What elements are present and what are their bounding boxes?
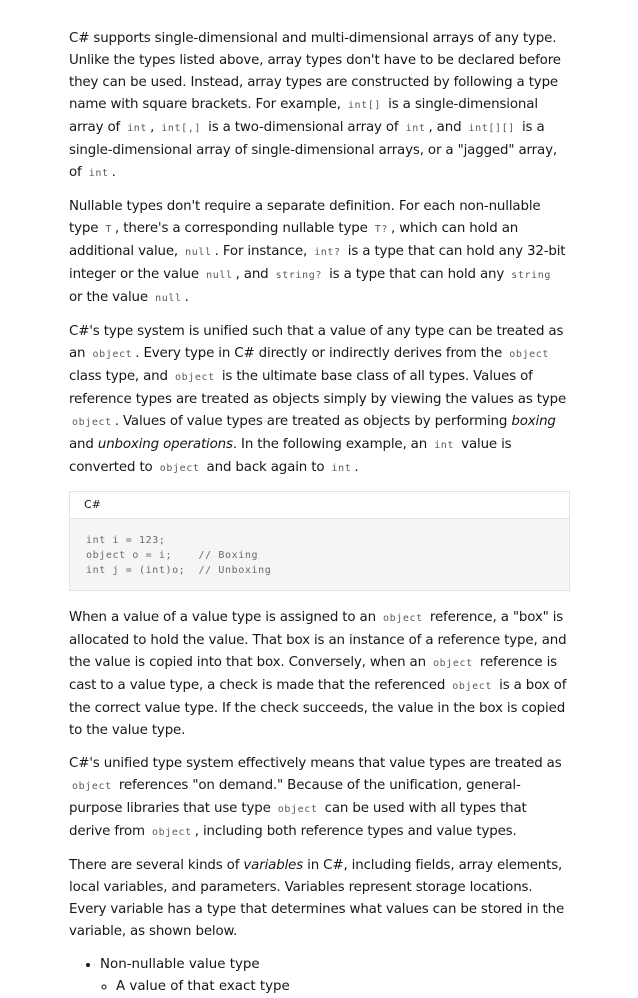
text: or the value — [69, 290, 153, 305]
inline-code: null — [206, 270, 233, 281]
inline-code: int — [127, 123, 148, 134]
inline-code: int — [405, 123, 426, 134]
inline-code: T? — [374, 224, 389, 235]
text: . Every type in C# directly or indirectly derives from the — [135, 346, 507, 361]
inline-code: int — [88, 168, 109, 179]
emphasis: variables — [243, 858, 304, 873]
text: Nullable types don't require a separate definition. For each non-nullable type — [69, 199, 541, 236]
sub-list — [100, 976, 570, 998]
text: , there's a corresponding nullable type — [115, 221, 372, 236]
text: reference, a "box" is allocated to hold the value. That box is an instance of a reference type, and the value is copied into that box. Conversely, when an — [69, 610, 567, 670]
text: is a type that can hold any 32-bit integer or the value — [69, 244, 566, 282]
text: value is converted to — [69, 437, 512, 475]
inline-code: object — [452, 681, 493, 692]
paragraph-nullable — [69, 196, 570, 310]
text: is a box of the correct value type. If the check succeeds, the value in the box is copied to the value type. — [69, 678, 567, 738]
text: , including both reference types and value types. — [194, 824, 517, 839]
inline-code: int — [434, 440, 455, 451]
text: , — [150, 120, 159, 135]
text: is a single-dimensional array of — [69, 97, 538, 135]
text: in C#, including fields, array elements, local variables, and parameters. Variables represent storage locations. Every variable has a type that determines what values can be stored in the variable, as shown below. — [69, 858, 565, 939]
text: . Values of value types are treated as objects by performing — [114, 414, 512, 429]
text: and — [69, 437, 98, 452]
code-line: object o = i; // Boxing — [86, 550, 259, 561]
list-item — [116, 976, 570, 998]
text: references "on demand." Because of the unification, general-purpose libraries that use type — [69, 778, 521, 816]
paragraph-arrays — [69, 28, 570, 185]
text: , and — [235, 267, 273, 282]
inline-code: null — [155, 293, 182, 304]
inline-code: string? — [275, 270, 322, 281]
text: reference is cast to a value type, a check is made that the referenced — [69, 655, 557, 693]
variable-kinds-list — [69, 954, 570, 998]
text: C# supports single-dimensional and multi-dimensional arrays of any type. Unlike the types listed above, array types don't have to be declared before they can be used. Instead, array types are constructed by following a type name with square brackets. For example, — [69, 31, 561, 112]
inline-code: object — [72, 781, 112, 792]
inline-code: int[][] — [468, 123, 515, 134]
inline-code: object — [92, 349, 133, 360]
text: is a single-dimensional array of single-dimensional arrays, or a "jagged" array, of — [69, 120, 557, 180]
text: C#'s type system is unified such that a value of any type can be treated as an — [69, 324, 564, 361]
text: , and — [428, 120, 466, 135]
inline-code: int? — [314, 247, 341, 258]
code-block — [69, 491, 570, 591]
inline-code: object — [383, 613, 423, 624]
inline-code: object — [277, 804, 318, 815]
inline-code: object — [174, 372, 215, 383]
emphasis: unboxing operations — [97, 437, 233, 452]
paragraph-boxing — [69, 607, 570, 742]
paragraph-on-demand — [69, 753, 570, 844]
text: is a type that can hold any — [324, 267, 509, 282]
text: . In the following example, an — [232, 437, 432, 452]
text: . For instance, — [214, 244, 312, 259]
text: and back again to — [202, 460, 329, 475]
paragraph-unified-types — [69, 321, 570, 480]
code-line: int i = 123; — [86, 535, 166, 546]
inline-code: null — [185, 247, 212, 258]
inline-code: object — [509, 349, 549, 360]
text: is the ultimate base class of all types. Values of reference types are treated as objects simply by viewing the values as type — [69, 369, 567, 407]
inline-code: string — [511, 270, 551, 281]
text: is a two-dimensional array of — [204, 120, 403, 135]
inline-code: object — [152, 827, 192, 838]
text: When a value of a value type is assigned to an — [69, 610, 381, 625]
inline-code: object — [72, 417, 112, 428]
text: . — [111, 165, 116, 180]
text: can be used with all types that derive from — [69, 801, 527, 839]
text: class type, and — [69, 369, 172, 384]
code-language-label: C# — [70, 492, 569, 519]
list-item-label: A value of that exact type — [116, 979, 290, 994]
list-item-label: Non-nullable value type — [100, 957, 260, 972]
text: . — [354, 460, 359, 475]
inline-code: int[] — [347, 100, 382, 111]
inline-code: object — [433, 658, 473, 669]
emphasis: boxing — [511, 414, 556, 429]
paragraph-variables — [69, 855, 570, 943]
code-line: int j = (int)o; // Unboxing — [86, 565, 272, 576]
text: . — [184, 290, 189, 305]
code-content[interactable] — [70, 519, 569, 590]
inline-code: object — [159, 463, 200, 474]
inline-code: int[,] — [161, 123, 202, 134]
inline-code: T — [105, 224, 113, 235]
text: C#'s unified type system effectively means that value types are treated as — [69, 756, 562, 771]
text: There are several kinds of — [69, 858, 244, 873]
text: , which can hold an additional value, — [69, 221, 519, 259]
inline-code: int — [331, 463, 352, 474]
list-item — [100, 954, 570, 998]
